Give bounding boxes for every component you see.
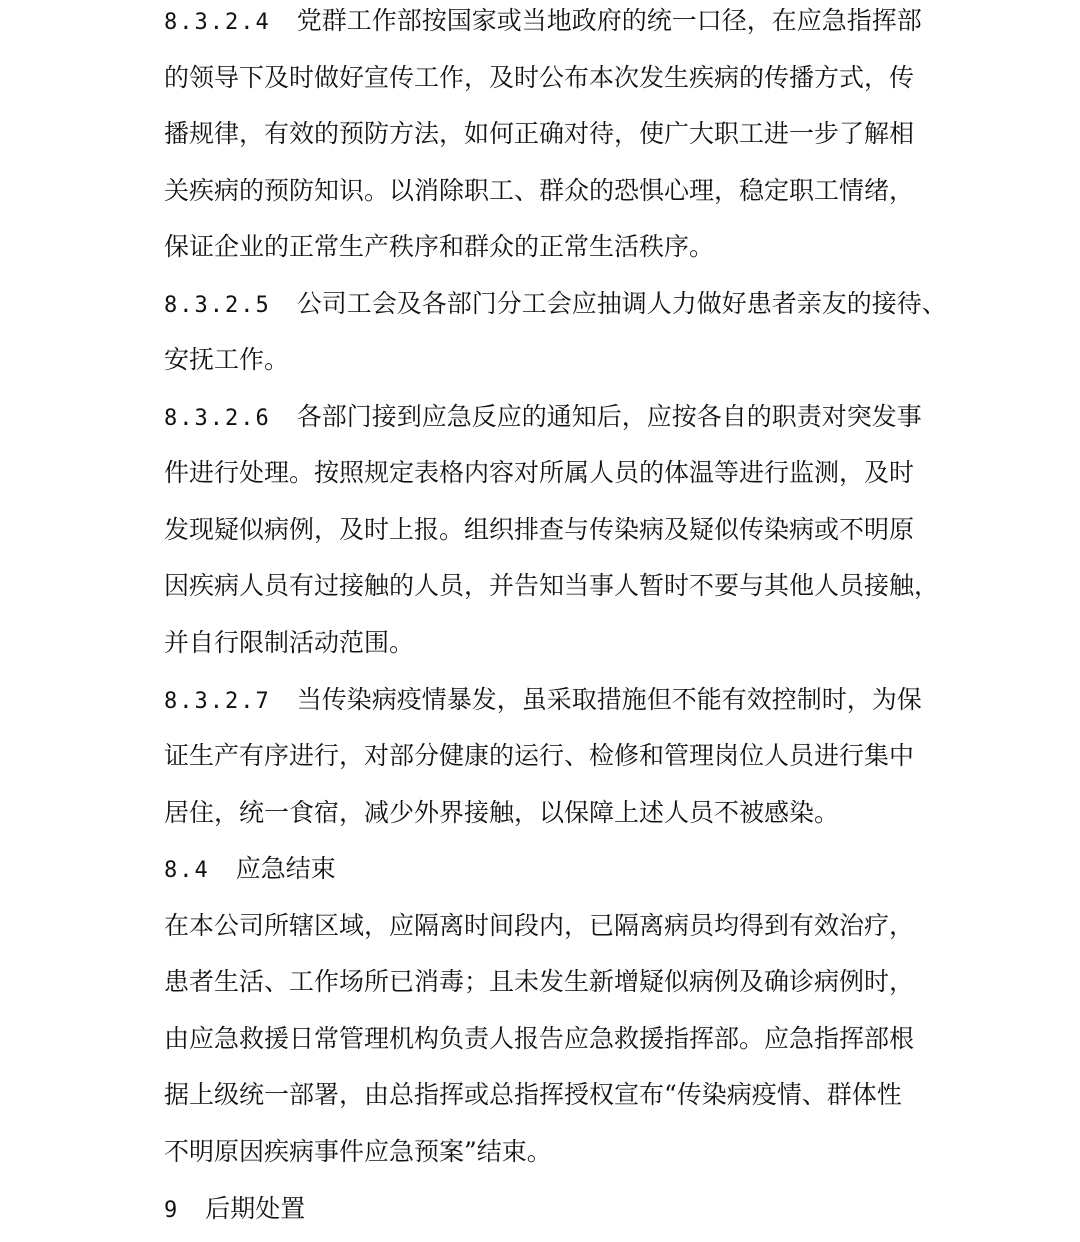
paragraph-line: 并自行限制活动范围。	[164, 628, 415, 657]
heading-9	[164, 1194, 305, 1226]
paragraph-line: 发现疑似病例，及时上报。组织排查与传染病及疑似传染病或不明原	[164, 515, 915, 544]
heading-8-4	[164, 854, 336, 886]
paragraph-text: 公司工会及各部门分工会应抽调人力做好患者亲友的接待、	[296, 289, 947, 318]
paragraph-line: 居住，统一食宿，减少外界接触，以保障上述人员不被感染。	[164, 798, 840, 827]
heading-text: 应急结束	[235, 854, 336, 883]
section-number: 8.3.2.5	[164, 293, 271, 318]
paragraph-text: 党群工作部按国家或当地政府的统一口径，在应急指挥部	[296, 6, 922, 35]
section-8-3-2-4-line-1	[164, 6, 922, 38]
paragraph-line: 件进行处理。按照规定表格内容对所属人员的体温等进行监测，及时	[164, 458, 915, 487]
paragraph-line: 的领导下及时做好宣传工作，及时公布本次发生疾病的传播方式，传	[164, 63, 915, 92]
section-number: 8.4	[164, 858, 210, 883]
paragraph-line: 关疾病的预防知识。以消除职工、群众的恐惧心理，稳定职工情绪，	[164, 176, 915, 205]
section-8-3-2-7-line-1	[164, 685, 922, 717]
paragraph-line: 由应急救援日常管理机构负责人报告应急救援指挥部。应急指挥部根	[164, 1024, 915, 1053]
section-number: 8.3.2.7	[164, 689, 271, 714]
section-number: 8.3.2.4	[164, 10, 271, 35]
section-number: 9	[164, 1198, 180, 1223]
heading-text: 后期处置	[205, 1194, 306, 1223]
paragraph-line: 安抚工作。	[164, 345, 290, 374]
paragraph-line: 因疾病人员有过接触的人员，并告知当事人暂时不要与其他人员接触，	[164, 571, 940, 600]
paragraph-line: 不明原因疾病事件应急预案”结束。	[164, 1137, 552, 1166]
paragraph-text: 当传染病疫情暴发，虽采取措施但不能有效控制时，为保	[296, 685, 922, 714]
paragraph-line: 据上级统一部署，由总指挥或总指挥授权宣布“传染病疫情、群体性	[164, 1080, 902, 1109]
section-number: 8.3.2.6	[164, 406, 271, 431]
paragraph-line: 播规律，有效的预防方法，如何正确对待，使广大职工进一步了解相	[164, 119, 915, 148]
paragraph-line: 证生产有序进行，对部分健康的运行、检修和管理岗位人员进行集中	[164, 741, 915, 770]
paragraph-line: 在本公司所辖区域，应隔离时间段内，已隔离病员均得到有效治疗，	[164, 911, 915, 940]
paragraph-text: 各部门接到应急反应的通知后，应按各自的职责对突发事	[296, 402, 922, 431]
section-8-3-2-6-line-1	[164, 402, 922, 434]
paragraph-line: 患者生活、工作场所已消毒；且未发生新增疑似病例及确诊病例时，	[164, 967, 915, 996]
section-8-3-2-5-line-1	[164, 289, 947, 321]
paragraph-line: 保证企业的正常生产秩序和群众的正常生活秩序。	[164, 232, 715, 261]
